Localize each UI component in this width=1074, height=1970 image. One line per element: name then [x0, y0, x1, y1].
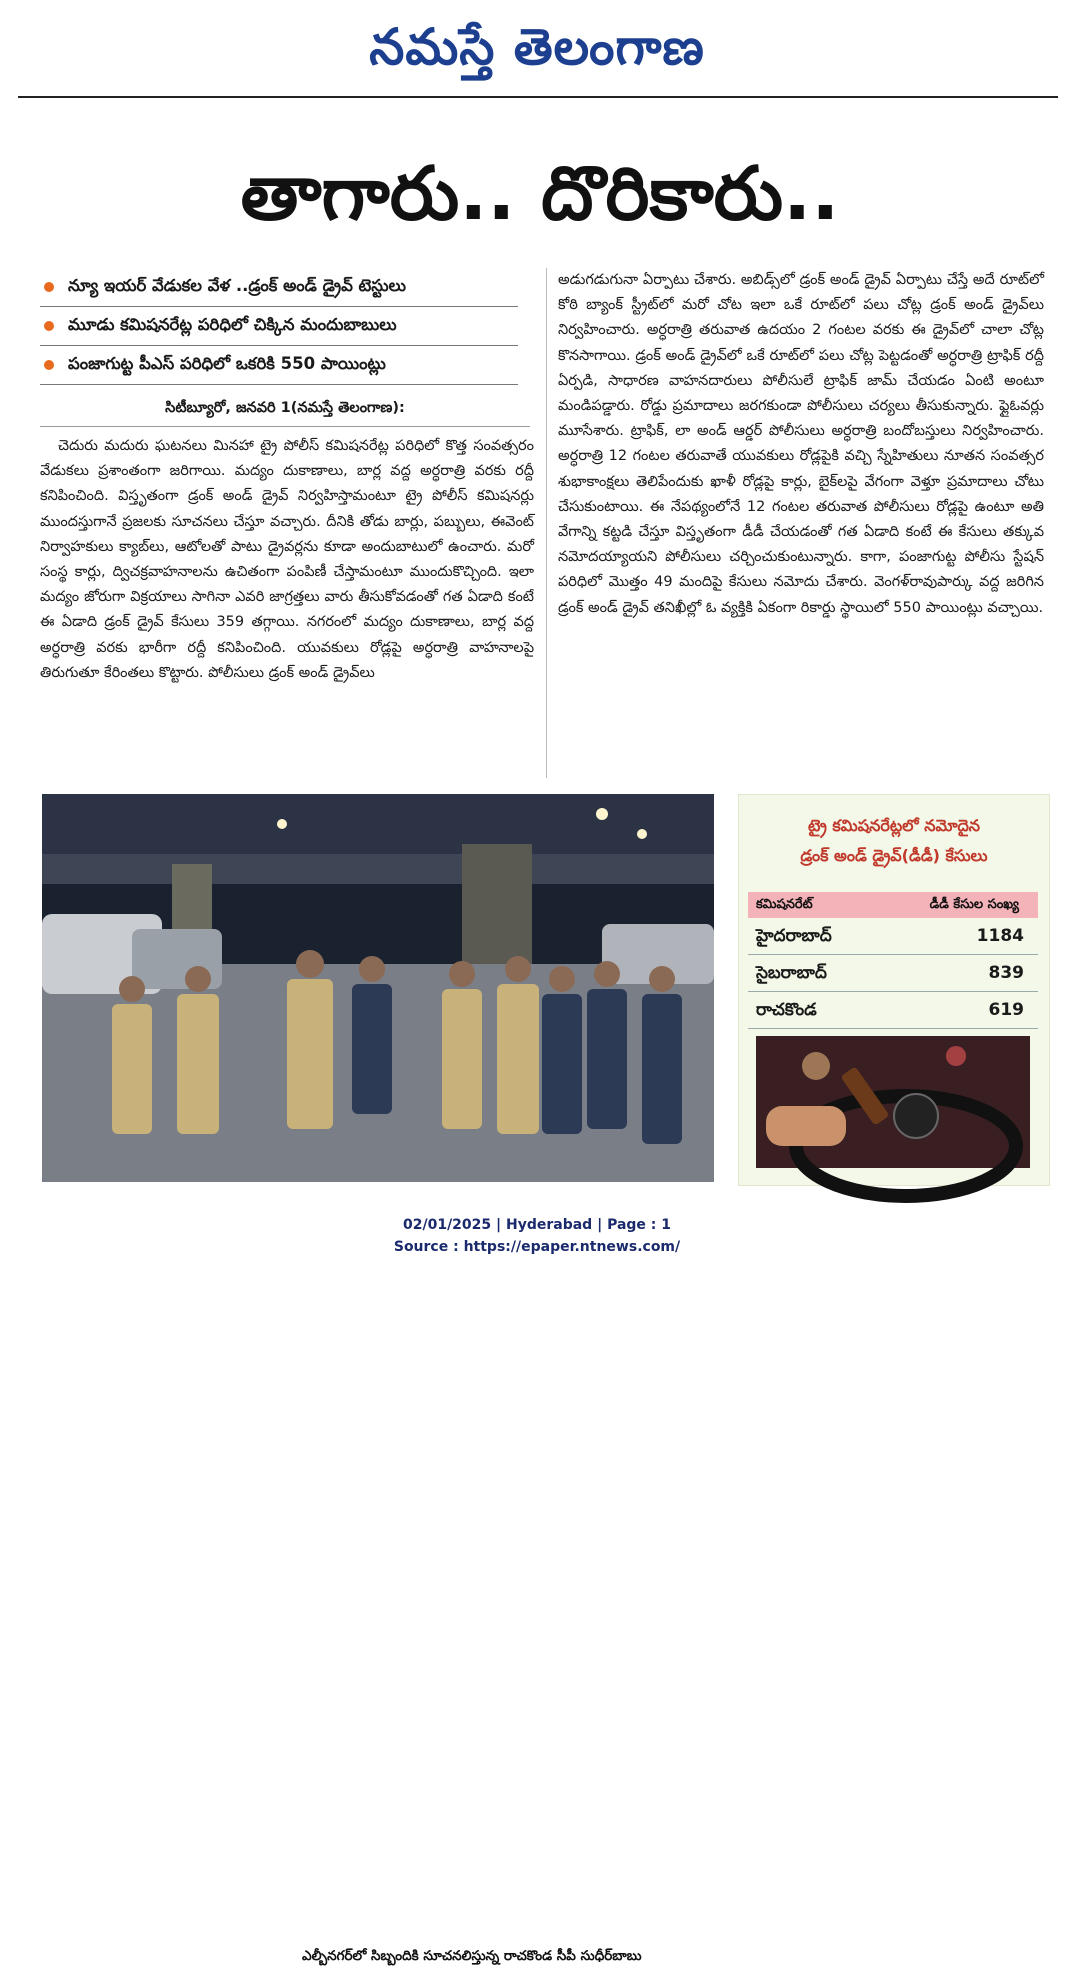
bullet-dot-icon [44, 282, 54, 292]
table-header [748, 892, 1038, 918]
drunk-driving-photo [756, 1036, 1030, 1168]
case-count: 1184 [976, 926, 1024, 946]
commissionerate-name: హైదరాబాద్ [756, 926, 832, 946]
infobox-title-line1: ట్రై కమిషనరేట్లలో నమోదైన [807, 816, 981, 835]
headline: తాగారు.. దొరికారు.. [240, 151, 840, 237]
highlight-bullets [40, 268, 518, 385]
column-header-count: డీడీ కేసుల సంఖ్య [929, 897, 1019, 912]
police-checkpoint-illustration [42, 794, 714, 1182]
masthead-rule [18, 96, 1058, 98]
bullet-text: మూడు కమిషనరేట్ల పరిధిలో చిక్కిన మందుబాబులు [68, 314, 397, 334]
article-text: అడుగడుగునా ఏర్పాటు చేశారు. అబిడ్స్‌లో డ్రంక్ అండ్ డ్రైవ్ ఏర్పాటు చేస్తే అదే రూట్‌లో కోఠి బ్యాంక్ స్ట్రీట్‌లో మరో చోట ఇలా ఒకే రూట్‌లో పలు చోట్ల డ్రంక్ అండ్ డ్రైవ్‌లు నిర్వహించారు. అర్ధరాత్రి తరువాత ఉదయం 2 గంటల వరకు ఈ డ్రైవ్‌లో చాలా చోట్ల కొనసాగాయి. డ్రంక్ అండ్ డ్రైవ్‌లో ఒకే రూట్‌లో పలు చోట్ల పెట్టడంతో అర్ధరాత్రి ట్రాఫిక్ రద్దీ ఏర్పడి, సాధారణ వాహనదారులు పోలీసులే ట్రాఫిక్ జామ్ చేయడం ఏంటి అంటూ మండిపడ్డారు. రోడ్డు ప్రమాదాలు జరగకుండా పోలీసులు చర్యలు తీసుకున్నారు. ఫ్లైఓవర్లు మూసేశారు. ట్రాఫిక్, లా అండ్ ఆర్డర్ పోలీసులు అర్ధరాత్రి బందోబస్తులు నిర్వహించారు. అర్ధరాత్రి 12 గంటల తరువాతే యువకులు రోడ్లపైకి వచ్చి స్నేహితులు నూతన సంవత్సర శుభాకాంక్షలు తెలిపేందుకు ఖాళీ రోడ్లపై కార్లు, బైక్‌లపై వేగంగా వెళ్తూ ప్రమాదాలు చోటు చేసుకుంటాయి. ఈ నేపథ్యంలోనే 12 గంటల తరువాత పోలీసులు రోడ్లపై ఉంటూ అతి వేగాన్ని కట్టడి చేస్తూ విస్తృతంగా డీడీ చేయడంతో గత ఏడాది కంటే ఈ కేసులు తక్కువ నమోదయ్యాయని పోలీసులు చర్చించుకుంటున్నారు. కాగా, పంజాగుట్ట పోలీసు స్టేషన్ పరిధిలో మొత్తం 49 మందిపై కేసులు నమోదు చేశారు. వెంగళ్‌రావుపార్కు వద్ద జరిగిన డ్రంక్ అండ్ డ్రైవ్ తనిఖీల్లో ఓ వ్యక్తికి ఏకంగా రికార్డు స్థాయిలో 550 పాయింట్లు వచ్చాయి. [558, 272, 1044, 616]
table-row [748, 992, 1038, 1029]
footer-source: Source : https://epaper.ntnews.com/ [393, 1239, 681, 1255]
page-footer [0, 1214, 1074, 1258]
article-column-2 [558, 268, 1044, 778]
photo-caption: ఎల్బీనగర్‌లో సిబ్బందికి సూచనలిస్తున్న రాచకొండ సీపీ సుధీర్‌బాబు [292, 1942, 652, 1970]
dd-cases-table [748, 892, 1038, 1029]
bullet-text: న్యూ ఇయర్ వేడుకల వేళ ..డ్రంక్ అండ్ డ్రైవ్ టెస్టులు [68, 275, 406, 295]
infobox-title [739, 811, 1049, 871]
masthead-logo: నమస్తే తెలంగాణ [369, 17, 705, 76]
steering-wheel-bottle-illustration [756, 1036, 1030, 1168]
commissionerate-name: సైబరాబాద్ [756, 963, 827, 983]
column-divider [546, 268, 547, 778]
article-text: చెదురు మదురు ఘటనలు మినహా ట్రై పోలీస్ కమిషనరేట్ల పరిధిలో కొత్త సంవత్సరం వేడుకలు ప్రశాంతంగా జరిగాయి. మద్యం దుకాణాలు, బార్ల వద్ద అర్ధరాత్రి వరకు రద్దీ కనిపించింది. విస్తృతంగా డ్రంక్ అండ్ డ్రైవ్ నిర్వహిస్తామంటూ ట్రై పోలీస్ కమిషనర్లు ముందస్తుగానే ప్రజలకు సూచనలు చేస్తూ వచ్చారు. దీనికి తోడు బార్లు, పబ్బులు, ఈవెంట్ నిర్వాహకులు క్యాబ్‌లు, ఆటోలతో పాటు డ్రైవర్లను కూడా అందుబాటులో ఉంచారు. మరో సంస్థ కార్లు, ద్విచక్రవాహనాలను ఉచితంగా పంపిణీ చేస్తామంటూ ముందుకొచ్చింది. ఇలా మద్యం జోరుగా విక్రయాలు సాగినా ఎవరి జాగ్రత్తలు వారు తీసుకోవడంతో గత ఏడాది కంటే ఈ ఏడాది డ్రంక్ డ్రైవ్ కేసులు 359 తగ్గాయి. నగరంలో మద్యం దుకాణాలు, బార్ల వద్ద అర్ధరాత్రి వరకు భారీగా రద్దీ కనిపించింది. యువకులు రోడ్లపై అర్ధరాత్రి వాహనాలపై తిరుగుతూ కేరింతలు కొట్టారు. పోలీసులు డ్రంక్ అండ్ డ్రైవ్‌లు [40, 438, 534, 681]
case-count: 839 [988, 963, 1024, 983]
bullet-item [40, 268, 518, 307]
footer-edition-info: 02/01/2025 | Hyderabad | Page : 1 [402, 1217, 672, 1233]
bullet-text: పంజాగుట్ట పీఎస్ పరిధిలో ఒకరికి 550 పాయింట్లు [68, 353, 386, 373]
case-count: 619 [988, 1000, 1024, 1020]
bullet-item [40, 346, 518, 385]
bullet-dot-icon [44, 321, 54, 331]
bullet-dot-icon [44, 360, 54, 370]
table-row [748, 955, 1038, 992]
article-column-1 [40, 434, 534, 782]
table-row [748, 918, 1038, 955]
infobox-title-line2: డ్రంక్ అండ్ డ్రైవ్(డీడీ) కేసులు [800, 846, 988, 865]
bullet-item [40, 307, 518, 346]
commissionerate-name: రాచకొండ [756, 1000, 817, 1020]
dateline: సిటీబ్యూరో, జనవరి 1(నమస్తే తెలంగాణ): [40, 400, 530, 427]
column-header-commissionerate: కమిషనరేట్ [756, 897, 813, 912]
